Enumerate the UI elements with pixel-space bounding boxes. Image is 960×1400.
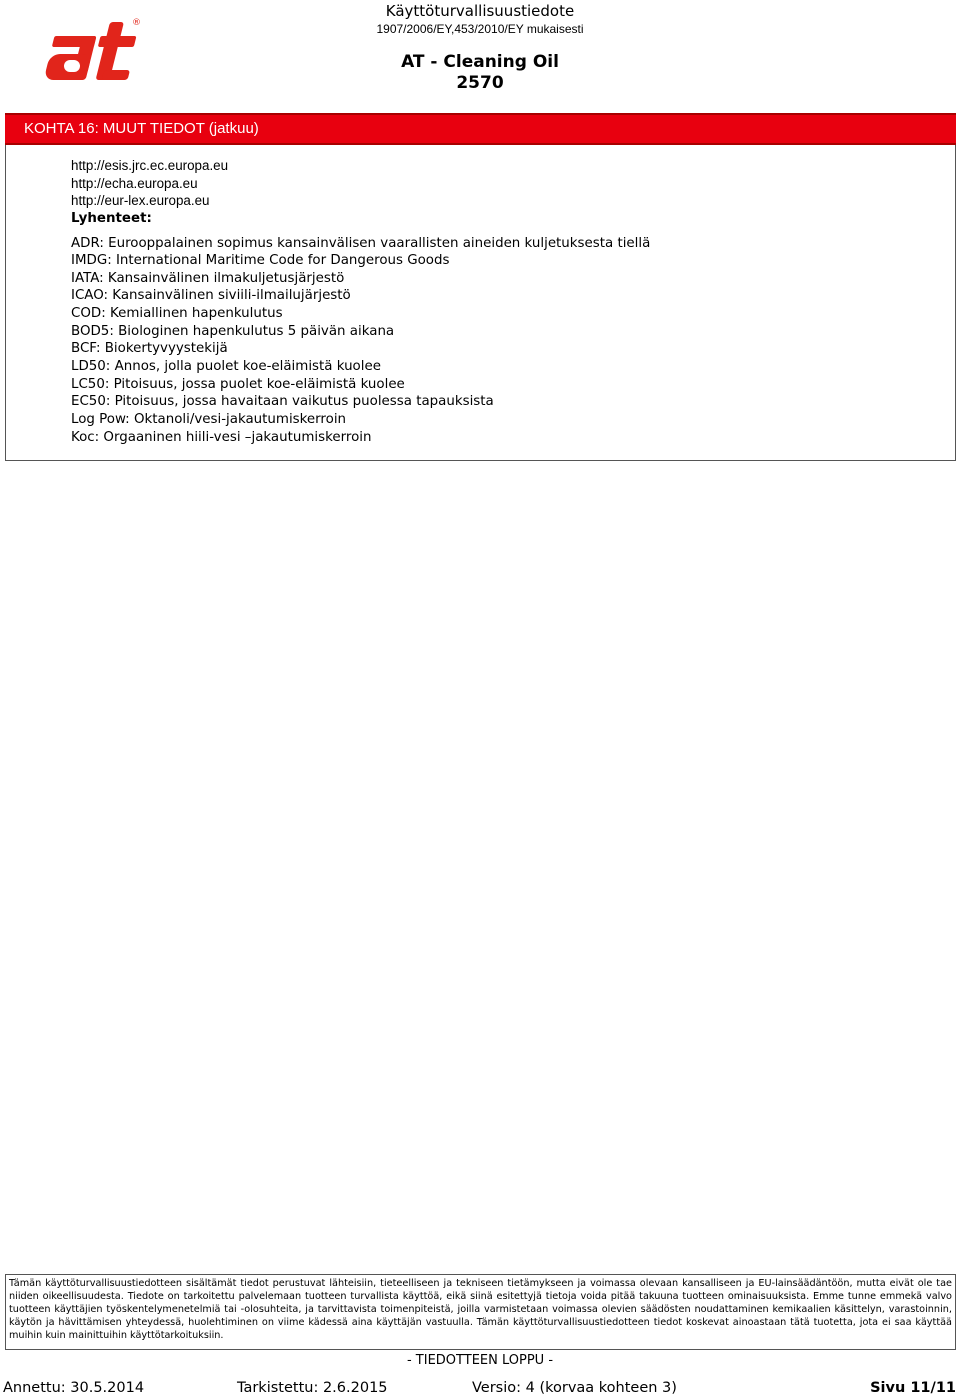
legal-disclaimer: Tämän käyttöturvallisuustiedotteen sisältämät tiedot perustuvat lähteisiin, tieteelliseen ja tekniseen tietämykseen ja voimassa olevaan kansalliseen ja EU-lainsäädäntöön, mutta eivät ole tae niiden oikeellisuudesta. Tiedote on tarkoitettu palvelemaan tuotteen turvallista käyttöä, eikä siinä esitettyjä tietoja voida pitää takuuna tuotteen ominaisuuksista. Emme tunne emmekä valvo tuotteen käyttäjien työskentelymenetelmiä tai -olosuhteita, ja tarvittavista toimenpiteistä, joilla varmistetaan voimassa olevien säädösten noudattaminen kemikaalien käsittelyn, varastoinnin, käytön ja hävittämisen yhteydessä, huolehtiminen on viime kädessä aina käyttäjän vastuulla. Tämän käyttöturvallisuustiedotteen tiedot koskevat ainoastaan tätä tuotetta, jota ei saa käyttää muihin kuin mainittuihin käyttötarkoituksiin. [5,1274,956,1350]
abbreviation-item: ADR: Eurooppalainen sopimus kansainvälisen vaarallisten aineiden kuljetuksesta tiellä [71,236,651,251]
link-esis[interactable]: http://esis.jrc.ec.europa.eu [71,158,229,173]
abbreviation-item: LD50: Annos, jolla puolet koe-eläimistä kuolee [71,359,381,374]
regulation-reference: 1907/2006/EY,453/2010/EY mukaisesti [376,22,584,36]
end-of-document-marker: - TIEDOTTEEN LOPPU - [406,1353,554,1368]
product-name: AT - Cleaning Oil [401,52,559,72]
version-info: Versio: 4 (korvaa kohteen 3) [472,1380,677,1396]
revised-date: Tarkistettu: 2.6.2015 [237,1380,388,1396]
abbreviation-item: COD: Kemiallinen hapenkulutus [71,306,283,321]
abbreviation-item: ICAO: Kansainvälinen siviili-ilmailujärjestö [71,288,351,303]
abbreviation-item: Log Pow: Oktanoli/vesi-jakautumiskerroin [71,412,347,427]
abbreviations-heading: Lyhenteet: [71,211,152,226]
section-heading-bar [5,113,956,145]
document-title: Käyttöturvallisuustiedote [385,2,575,20]
link-eur-lex[interactable]: http://eur-lex.europa.eu [71,193,210,208]
abbreviation-item: BOD5: Biologinen hapenkulutus 5 päivän aikana [71,324,395,339]
abbreviation-item: IMDG: International Maritime Code for Dangerous Goods [71,253,450,268]
page-number: Sivu 11/11 [870,1380,956,1396]
link-echa[interactable]: http://echa.europa.eu [71,176,198,191]
at-brand-logo [40,14,144,84]
registered-mark: ® [132,18,141,28]
issued-date: Annettu: 30.5.2014 [3,1380,145,1396]
abbreviation-item: LC50: Pitoisuus, jossa puolet koe-eläimistä kuolee [71,377,405,392]
abbreviation-item: Koc: Orgaaninen hiili-vesi –jakautumiskerroin [71,430,372,445]
product-code: 2570 [456,73,504,93]
abbreviation-item: IATA: Kansainvälinen ilmakuljetusjärjestö [71,271,345,286]
abbreviation-item: BCF: Biokertyvyystekijä [71,341,228,356]
section-heading: KOHTA 16: MUUT TIEDOT (jatkuu) [24,120,259,137]
abbreviation-item: EC50: Pitoisuus, jossa havaitaan vaikutus puolessa tapauksista [71,394,494,409]
